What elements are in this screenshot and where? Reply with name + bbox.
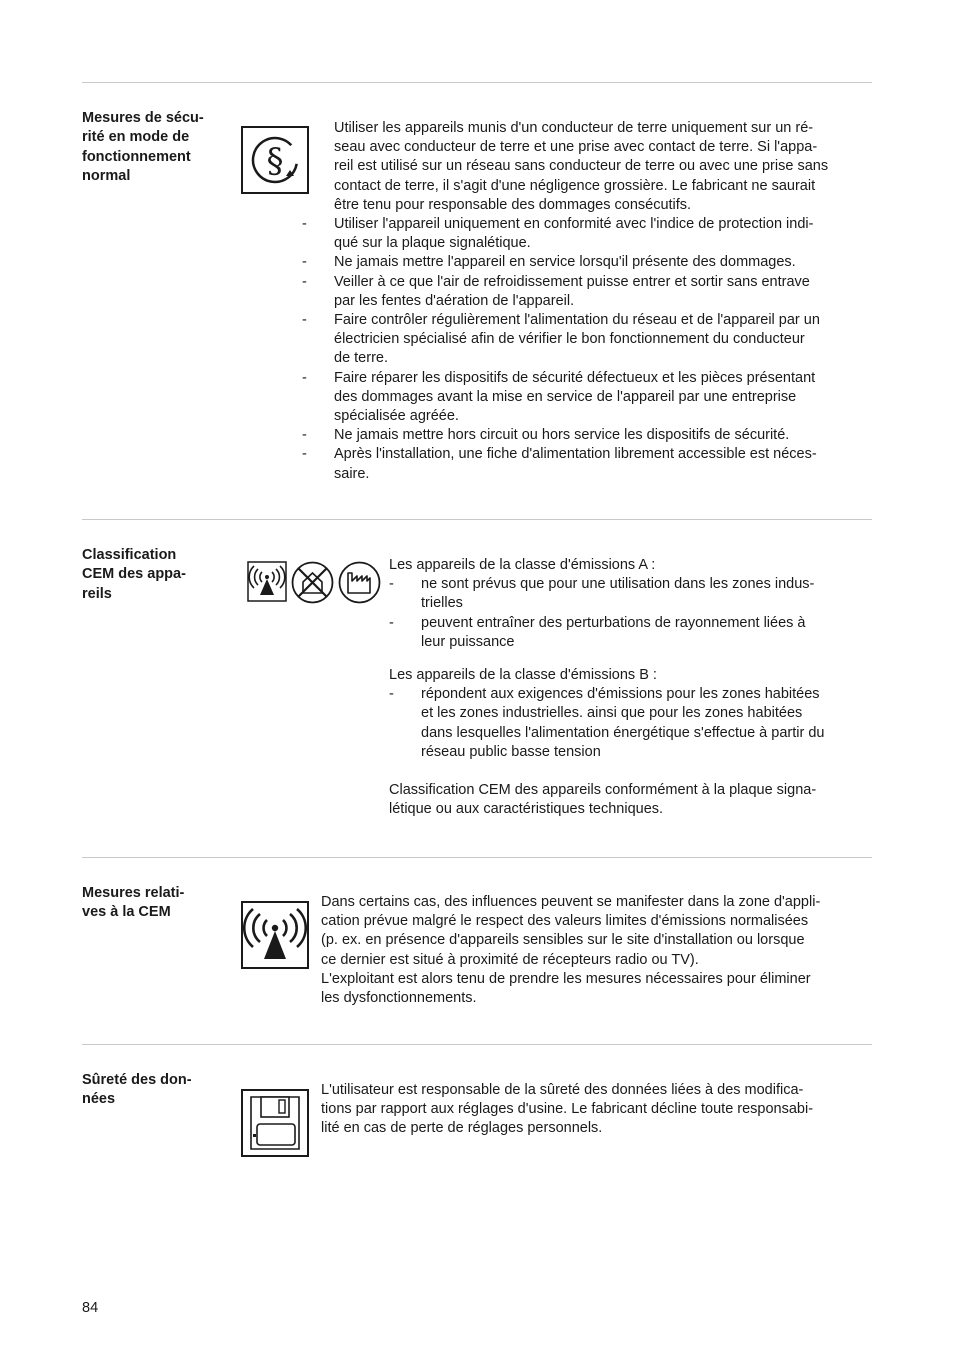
- list-item: [302, 445, 877, 483]
- emission-antenna-icon: [247, 561, 287, 602]
- bullet-text: Après l'installation, une fiche d'alimentation librement accessible est néces- saire.: [334, 446, 817, 482]
- antenna-warning-icon: [241, 901, 309, 969]
- bullet-dash: -: [302, 427, 307, 444]
- bullet-dash: -: [389, 576, 394, 593]
- list-item: [389, 614, 879, 652]
- section-divider: [82, 519, 872, 520]
- section-divider: [82, 857, 872, 858]
- bullet-dash: -: [302, 369, 307, 386]
- bullet-dash: -: [302, 446, 307, 463]
- list-item: [389, 575, 879, 613]
- bullet-text: Veiller à ce que l'air de refroidissement puisse entrer et sortir sans entrave par les fentes d'aération de l'appareil.: [334, 273, 810, 309]
- cem-content: [321, 893, 876, 1008]
- list-item: [302, 369, 877, 427]
- classA-intro: Les appareils de la classe d'émissions A :: [389, 557, 656, 573]
- bullet-dash: -: [389, 614, 394, 631]
- bullet-text: ne sont prévus que pour une utilisation dans les zones indus- trielles: [421, 576, 815, 612]
- bullet-dash: -: [302, 216, 307, 233]
- bullet-text: Ne jamais mettre l'appareil en service lorsqu'il présente des dommages.: [334, 254, 796, 271]
- svg-text:§: §: [266, 141, 284, 181]
- bullet-text: Faire réparer les dispositifs de sécurité défectueux et les pièces présentant des dommages avant la mise en service de l'appareil par une entreprise spécialisée agréée.: [334, 369, 816, 425]
- bullet-text: Utiliser l'appareil uniquement en conformité avec l'indice de protection indi- qué sur la plaque signalétique.: [334, 216, 814, 252]
- section-title-donnees: Sûreté des don- nées: [82, 1072, 192, 1108]
- section-divider: [82, 82, 872, 83]
- section-title-securite: Mesures de sécu- rité en mode de fonctionnement normal: [82, 110, 204, 185]
- list-item: [302, 311, 877, 369]
- cem-body: Dans certains cas, des influences peuvent se manifester dans la zone d'appli- cation prévue malgré le respect des valeurs limites d'émissions normalisées (p. ex. en présence d'appareils sensibles sur le site d'installation ou lorsque ce dernier est situé à proximité de récepteurs radio ou TV). L'exploitant est alors tenu de prendre les mesures nécessaires pour éliminer les dysfonctionnements.: [321, 894, 821, 1007]
- section-title-classification: Classification CEM des appa- reils: [82, 547, 186, 602]
- securite-content: [302, 119, 877, 484]
- classification-content: [389, 556, 879, 819]
- bullet-dash: -: [302, 254, 307, 271]
- donnees-body: L'utilisateur est responsable de la sûreté des données liées à des modifica- tions par rapport aux réglages d'usine. Le fabricant décline toute responsabi- lité en cas de perte de réglages personnels.: [321, 1082, 814, 1137]
- factory-icon: [338, 561, 381, 604]
- bullet-text: Ne jamais mettre hors circuit ou hors service les dispositifs de sécurité.: [334, 427, 790, 444]
- list-item: [302, 253, 877, 272]
- bullet-dash: -: [302, 273, 307, 290]
- list-item: [302, 426, 877, 445]
- paragraph-law-icon: [241, 126, 309, 194]
- list-item: [302, 273, 877, 311]
- page-number: 84: [82, 1300, 99, 1316]
- list-item: [302, 215, 877, 253]
- bullet-dash: -: [389, 686, 394, 703]
- bullet-text: peuvent entraîner des perturbations de rayonnement liées à leur puissance: [421, 614, 806, 650]
- securite-intro: Utiliser les appareils munis d'un conducteur de terre uniquement sur un ré- seau avec conducteur de terre et une prise avec contact de terre. Si l'appa- reil est utilisé sur un réseau sans conducteur de terre ou avec une prise sans contact de terre, il s'agit d'une négligence grossière. Le fabricant ne saurait être tenu pour responsable des dommages consécutifs.: [334, 120, 829, 213]
- section-title-cem: Mesures relati- ves à la CEM: [82, 885, 185, 921]
- classB-intro: Les appareils de la classe d'émissions B :: [389, 667, 657, 684]
- crossed-house-icon: [291, 561, 334, 604]
- classification-closing: Classification CEM des appareils conformément à la plaque signa- létique ou aux caractéristiques techniques.: [389, 782, 817, 818]
- floppy-disk-icon: [241, 1089, 309, 1157]
- bullet-dash: -: [302, 312, 307, 329]
- donnees-content: [321, 1081, 876, 1139]
- section-divider: [82, 1044, 872, 1045]
- bullet-text: Faire contrôler régulièrement l'alimentation du réseau et de l'appareil par un électricien spécialisé afin de vérifier le bon fonctionnement du conducteur de terre.: [334, 312, 820, 367]
- bullet-text: répondent aux exigences d'émissions pour les zones habitées et les zones industrielles. ainsi que pour les zones habitées dans lesquelles l'alimentation énergétique s'effectue à partir du réseau public basse tension: [421, 686, 825, 760]
- list-item: [389, 685, 879, 762]
